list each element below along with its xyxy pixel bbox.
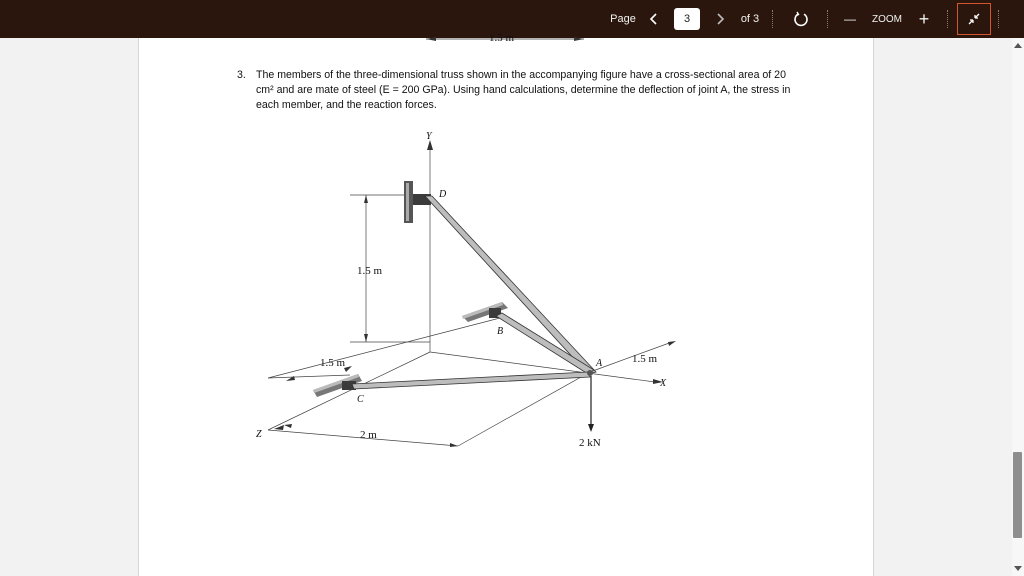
axis-z-label: Z	[256, 429, 262, 440]
scrollbar-thumb[interactable]	[1013, 452, 1022, 538]
scroll-up-arrow-icon[interactable]	[1014, 43, 1022, 48]
joint-a-node	[587, 370, 593, 376]
joint-c-label: C	[357, 394, 364, 405]
axis-y-label: Y	[426, 131, 432, 142]
dimension-arrows	[274, 140, 676, 447]
construction-lines	[268, 150, 672, 446]
truss-members	[352, 196, 596, 389]
scroll-down-arrow-icon[interactable]	[1014, 566, 1022, 571]
support-d	[404, 181, 431, 223]
zoom-in-button[interactable]: +	[918, 8, 930, 29]
load-label: 2 kN	[579, 437, 601, 449]
zoom-out-button[interactable]: —	[844, 12, 856, 26]
joint-a-label: A	[596, 358, 603, 369]
dimension-right-label: 1.5 m	[632, 353, 658, 365]
cut-off-dimension	[426, 32, 584, 44]
axis-x-label: X	[660, 378, 667, 389]
zoom-label: ZOOM	[872, 13, 902, 25]
page-label: Page	[610, 13, 636, 25]
load-arrow	[588, 376, 594, 432]
page-count-label: of 3	[740, 13, 760, 25]
joint-d-label: D	[439, 189, 447, 200]
dimension-bottom-label: 2 m	[360, 429, 377, 441]
joint-b-label: B	[497, 326, 504, 337]
problem-text: The members of the three-dimensional truss shown in the accompanying figure have a cross-sectional area of 20 cm² and are mate of steel (E = 200 GPa). Using hand calculations, determine the deflection of joint A, the stress in each member, and the reaction forces.	[256, 69, 791, 111]
cut-off-dimension-label: 1.5 m	[489, 32, 515, 44]
problem-number: 3.	[237, 69, 246, 81]
dimension-left-label: 1.5 m	[320, 357, 346, 369]
dimension-vertical-label: 1.5 m	[357, 265, 383, 277]
